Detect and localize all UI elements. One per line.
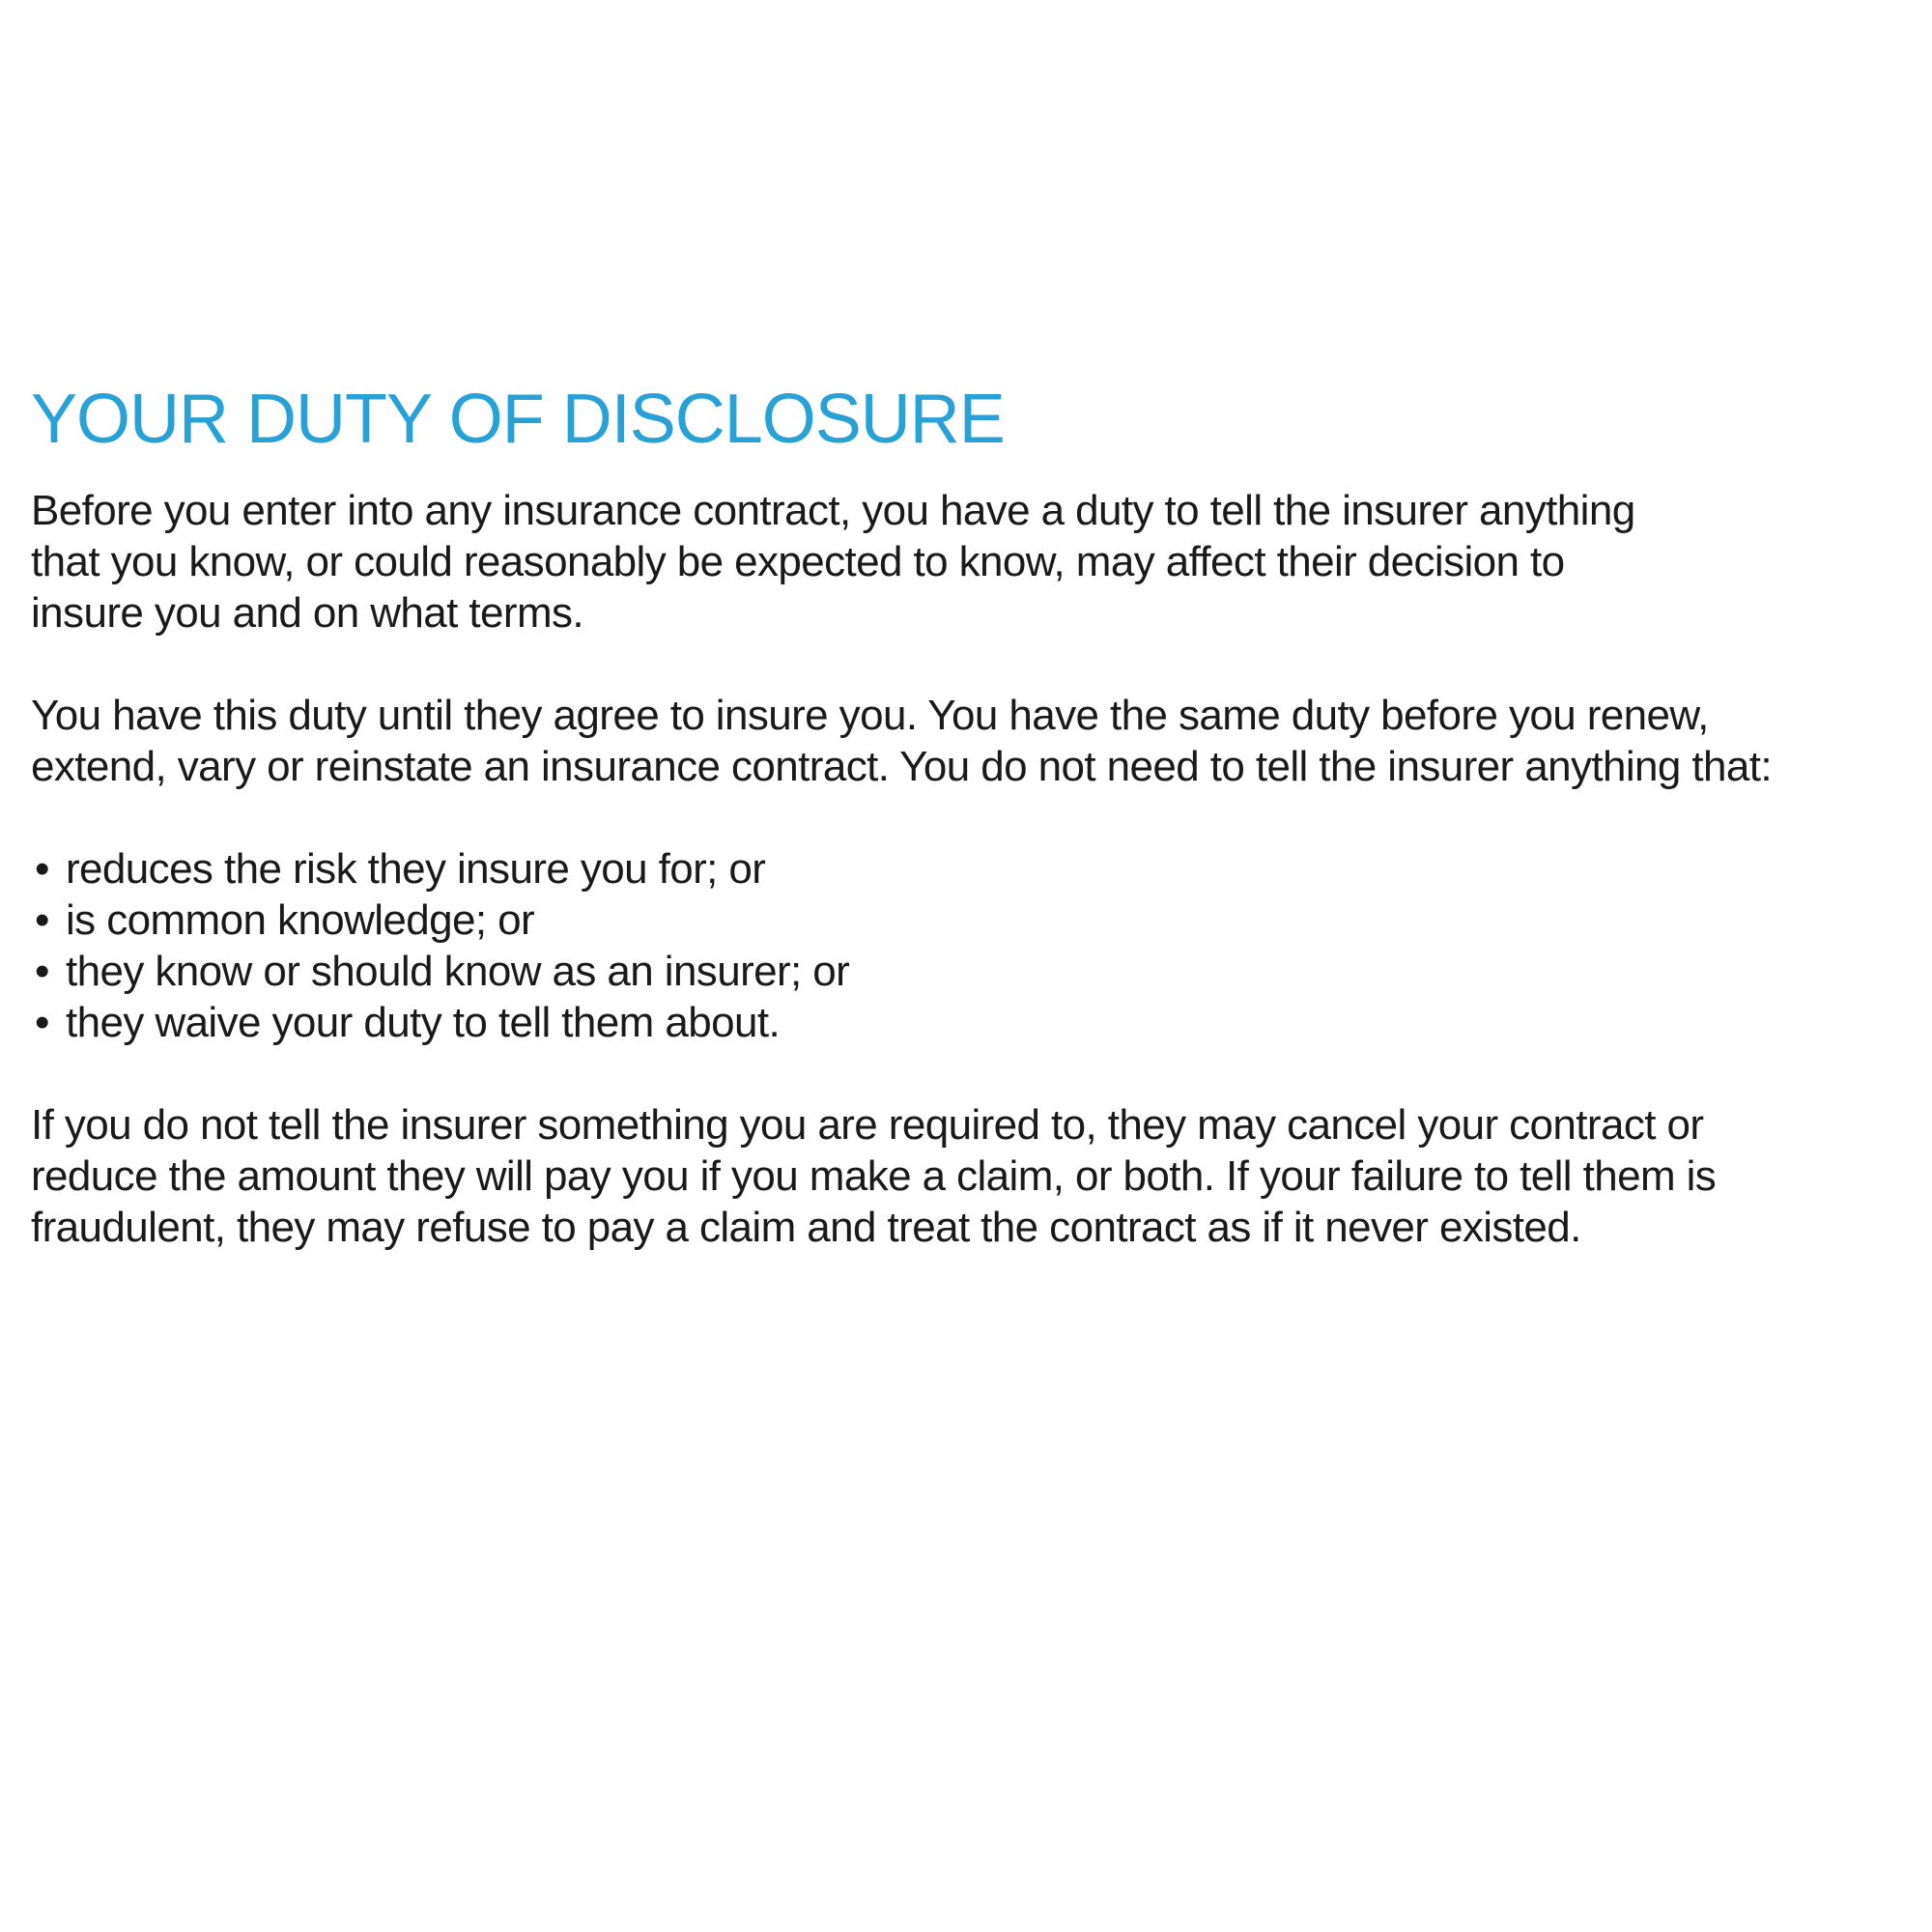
list-item xyxy=(31,997,1924,1048)
text-line: insure you and on what terms. xyxy=(31,589,584,637)
consequences-paragraph xyxy=(31,1099,1924,1253)
text-line: that you know, or could reasonably be expected to know, may affect their decision to xyxy=(31,538,1565,585)
list-item xyxy=(31,843,1924,895)
disclosure-document xyxy=(31,379,1924,1253)
text-line: If you do not tell the insurer something you are required to, they may cancel your contract or xyxy=(31,1101,1704,1149)
duty-duration-paragraph xyxy=(31,690,1924,792)
exceptions-list xyxy=(31,843,1924,1048)
list-item xyxy=(31,946,1924,997)
list-item-text: they waive your duty to tell them about. xyxy=(66,999,781,1046)
list-item-text: is common knowledge; or xyxy=(66,896,535,944)
text-line: reduce the amount they will pay you if you make a claim, or both. If your failure to tell them is xyxy=(31,1152,1717,1200)
list-item-text: reduces the risk they insure you for; or xyxy=(66,845,766,893)
bullet-icon: • xyxy=(35,999,49,1046)
intro-paragraph xyxy=(31,485,1924,639)
page-title: YOUR DUTY OF DISCLOSURE xyxy=(31,381,1005,458)
bullet-icon: • xyxy=(35,948,49,995)
list-item-text: they know or should know as an insurer; or xyxy=(66,948,850,995)
text-line: Before you enter into any insurance contract, you have a duty to tell the insurer anything xyxy=(31,487,1635,534)
text-line: You have this duty until they agree to insure you. You have the same duty before you renew, xyxy=(31,692,1709,739)
bullet-icon: • xyxy=(35,845,49,893)
text-line: extend, vary or reinstate an insurance contract. You do not need to tell the insurer anything that: xyxy=(31,743,1773,790)
text-line: fraudulent, they may refuse to pay a claim and treat the contract as if it never existed. xyxy=(31,1204,1581,1251)
bullet-icon: • xyxy=(35,896,49,944)
list-item xyxy=(31,895,1924,946)
